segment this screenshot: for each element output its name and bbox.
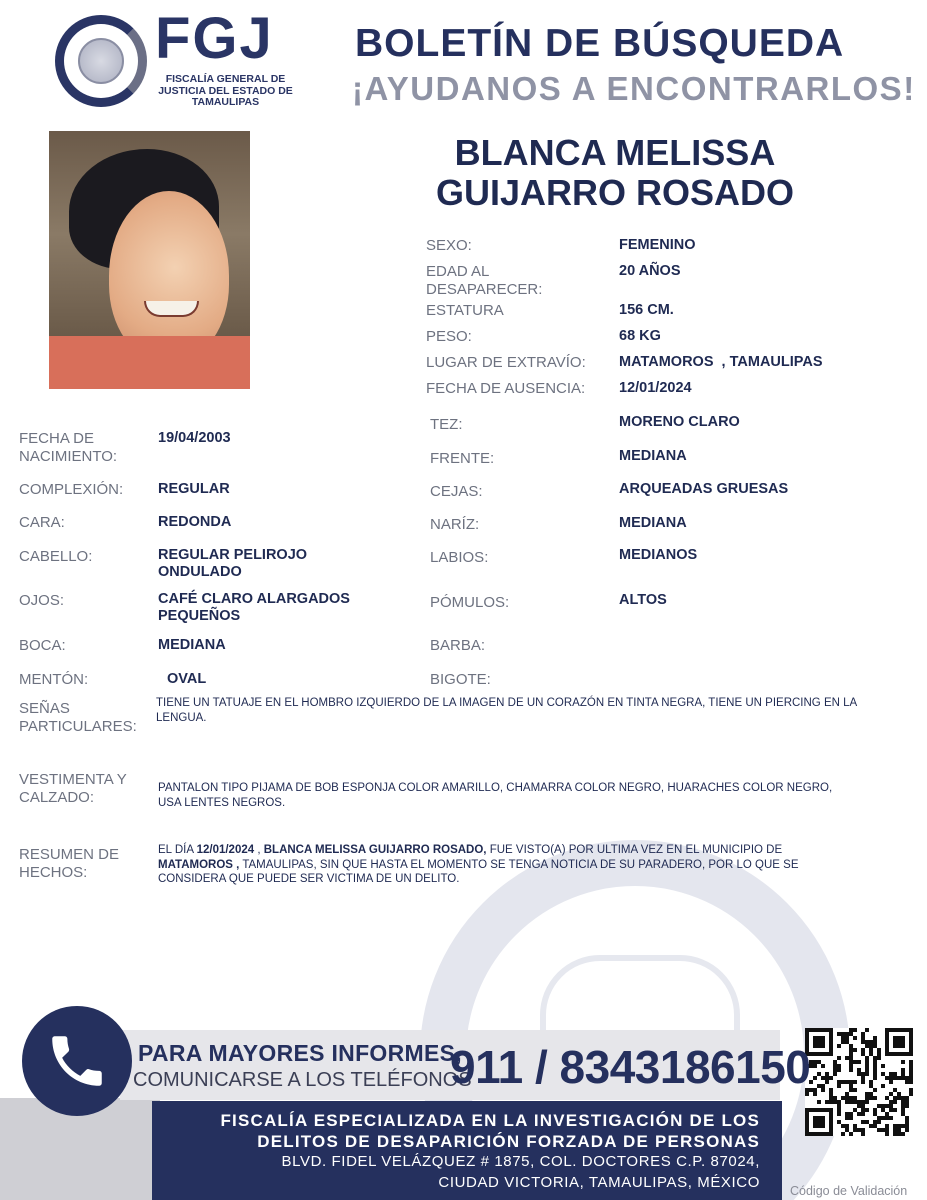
bulletin-title: BOLETÍN DE BÚSQUEDA [355, 22, 845, 65]
value-edad: 20 AÑOS [619, 263, 681, 279]
value-senas: TIENE UN TATUAJE EN EL HOMBRO IZQUIERDO DE LA IMAGEN DE UN CORAZÓN EN TINTA NEGRA, TIENE UN PIERCING EN LA LENGUA. [156, 697, 857, 724]
value-peso: 68 KG [619, 328, 661, 344]
label-nariz: NARÍZ: [430, 516, 480, 533]
label-fecha-ausencia: FECHA DE AUSENCIA: [426, 380, 586, 397]
name-line-2: GUIJARRO ROSADO [435, 172, 795, 214]
value-cabello: REGULAR PELIROJO ONDULADO [158, 547, 308, 580]
address-line-2: CIUDAD VICTORIA, TAMAULIPAS, MÉXICO [438, 1173, 760, 1191]
name-line-1: BLANCA MELISSA [454, 132, 776, 173]
value-lugar: MATAMOROS , TAMAULIPAS [619, 354, 823, 370]
office-address [152, 1152, 760, 1193]
value-ojos: CAFÉ CLARO ALARGADOS PEQUEÑOS [158, 591, 350, 624]
value-labios: MEDIANOS [619, 547, 698, 563]
label-estatura: ESTATURA [426, 302, 504, 319]
office-name [152, 1110, 760, 1153]
label-cara: CARA: [19, 514, 65, 531]
fgj-seal-logo [55, 15, 147, 107]
label-edad: EDAD AL DESAPARECER: [426, 263, 543, 298]
label-barba: BARBA: [430, 637, 486, 654]
value-nacimiento: 19/04/2003 [158, 430, 231, 446]
label-boca: BOCA: [19, 637, 66, 654]
value-menton: OVAL [167, 671, 207, 687]
label-ojos: OJOS: [19, 592, 65, 609]
contact-line-2: COMUNICARSE A LOS TELÉFONOS [133, 1069, 472, 1091]
value-sexo: FEMENINO [619, 237, 696, 253]
logo-text: FGJ [155, 6, 274, 71]
office-line-1: FISCALÍA ESPECIALIZADA EN LA INVESTIGACIÓN DE LOS [220, 1111, 760, 1130]
value-cara: REDONDA [158, 514, 232, 530]
office-line-2: DELITOS DE DESAPARICIÓN FORZADA DE PERSONAS [257, 1132, 760, 1152]
label-peso: PESO: [426, 328, 472, 345]
phone-icon [22, 1006, 132, 1116]
value-pomulos: ALTOS [619, 592, 667, 608]
logo-subtitle: FISCALÍA GENERAL DE JUSTICIA DEL ESTADO DE TAMAULIPAS [158, 73, 293, 109]
value-complexion: REGULAR [158, 481, 230, 497]
person-photo [49, 131, 250, 389]
label-vestimenta: VESTIMENTA Y CALZADO: [19, 771, 127, 806]
label-lugar: LUGAR DE EXTRAVÍO: [426, 354, 586, 371]
label-menton: MENTÓN: [19, 671, 89, 688]
label-tez: TEZ: [430, 416, 463, 433]
value-estatura: 156 CM. [619, 302, 674, 318]
label-frente: FRENTE: [430, 450, 495, 467]
label-cabello: CABELLO: [19, 548, 93, 565]
phone-numbers[interactable]: 911 / 8343186150 [450, 1041, 811, 1093]
value-fecha-ausencia: 12/01/2024 [619, 380, 692, 396]
value-resumen: EL DÍA 12/01/2024 , BLANCA MELISSA GUIJARRO ROSADO, FUE VISTO(A) POR ULTIMA VEZ EN EL MUNICIPIO DE MATAMOROS , TAMAULIPAS, SIN QUE HASTA EL MOMENTO SE TENGA NOTICIA DE SU PARADERO, POR LO QUE SE CONSIDERA QUE PUEDE SER VICTIMA DE UN DELITO. [158, 844, 799, 886]
address-line-1: BLVD. FIDEL VELÁZQUEZ # 1875, COL. DOCTORES C.P. 87024, [281, 1153, 760, 1170]
label-labios: LABIOS: [430, 549, 489, 566]
label-senas: SEÑAS PARTICULARES: [19, 700, 137, 735]
value-boca: MEDIANA [158, 637, 226, 653]
label-complexion: COMPLEXIÓN: [19, 481, 124, 498]
value-cejas: ARQUEADAS GRUESAS [619, 481, 789, 497]
value-vestimenta: PANTALON TIPO PIJAMA DE BOB ESPONJA COLOR AMARILLO, CHAMARRA COLOR NEGRO, HUARACHES COLOR NEGRO, USA LENTES NEGROS. [158, 782, 833, 809]
value-tez: MORENO CLARO [619, 414, 740, 430]
qr-caption: Código de Validación [790, 1184, 908, 1198]
label-sexo: SEXO: [426, 237, 472, 254]
label-bigote: BIGOTE: [430, 671, 491, 688]
label-pomulos: PÓMULOS: [430, 594, 510, 611]
bulletin-subtitle: ¡AYUDANOS A ENCONTRARLOS! [352, 70, 916, 107]
person-name [420, 133, 810, 214]
label-cejas: CEJAS: [430, 483, 483, 500]
qr-code[interactable] [805, 1028, 913, 1136]
contact-line-1: PARA MAYORES INFORMES, [138, 1040, 462, 1066]
label-nacimiento: FECHA DE NACIMIENTO: [19, 430, 118, 465]
state-seal-icon [78, 38, 124, 84]
label-resumen: RESUMEN DE HECHOS: [19, 846, 120, 881]
value-frente: MEDIANA [619, 448, 687, 464]
value-nariz: MEDIANA [619, 515, 687, 531]
